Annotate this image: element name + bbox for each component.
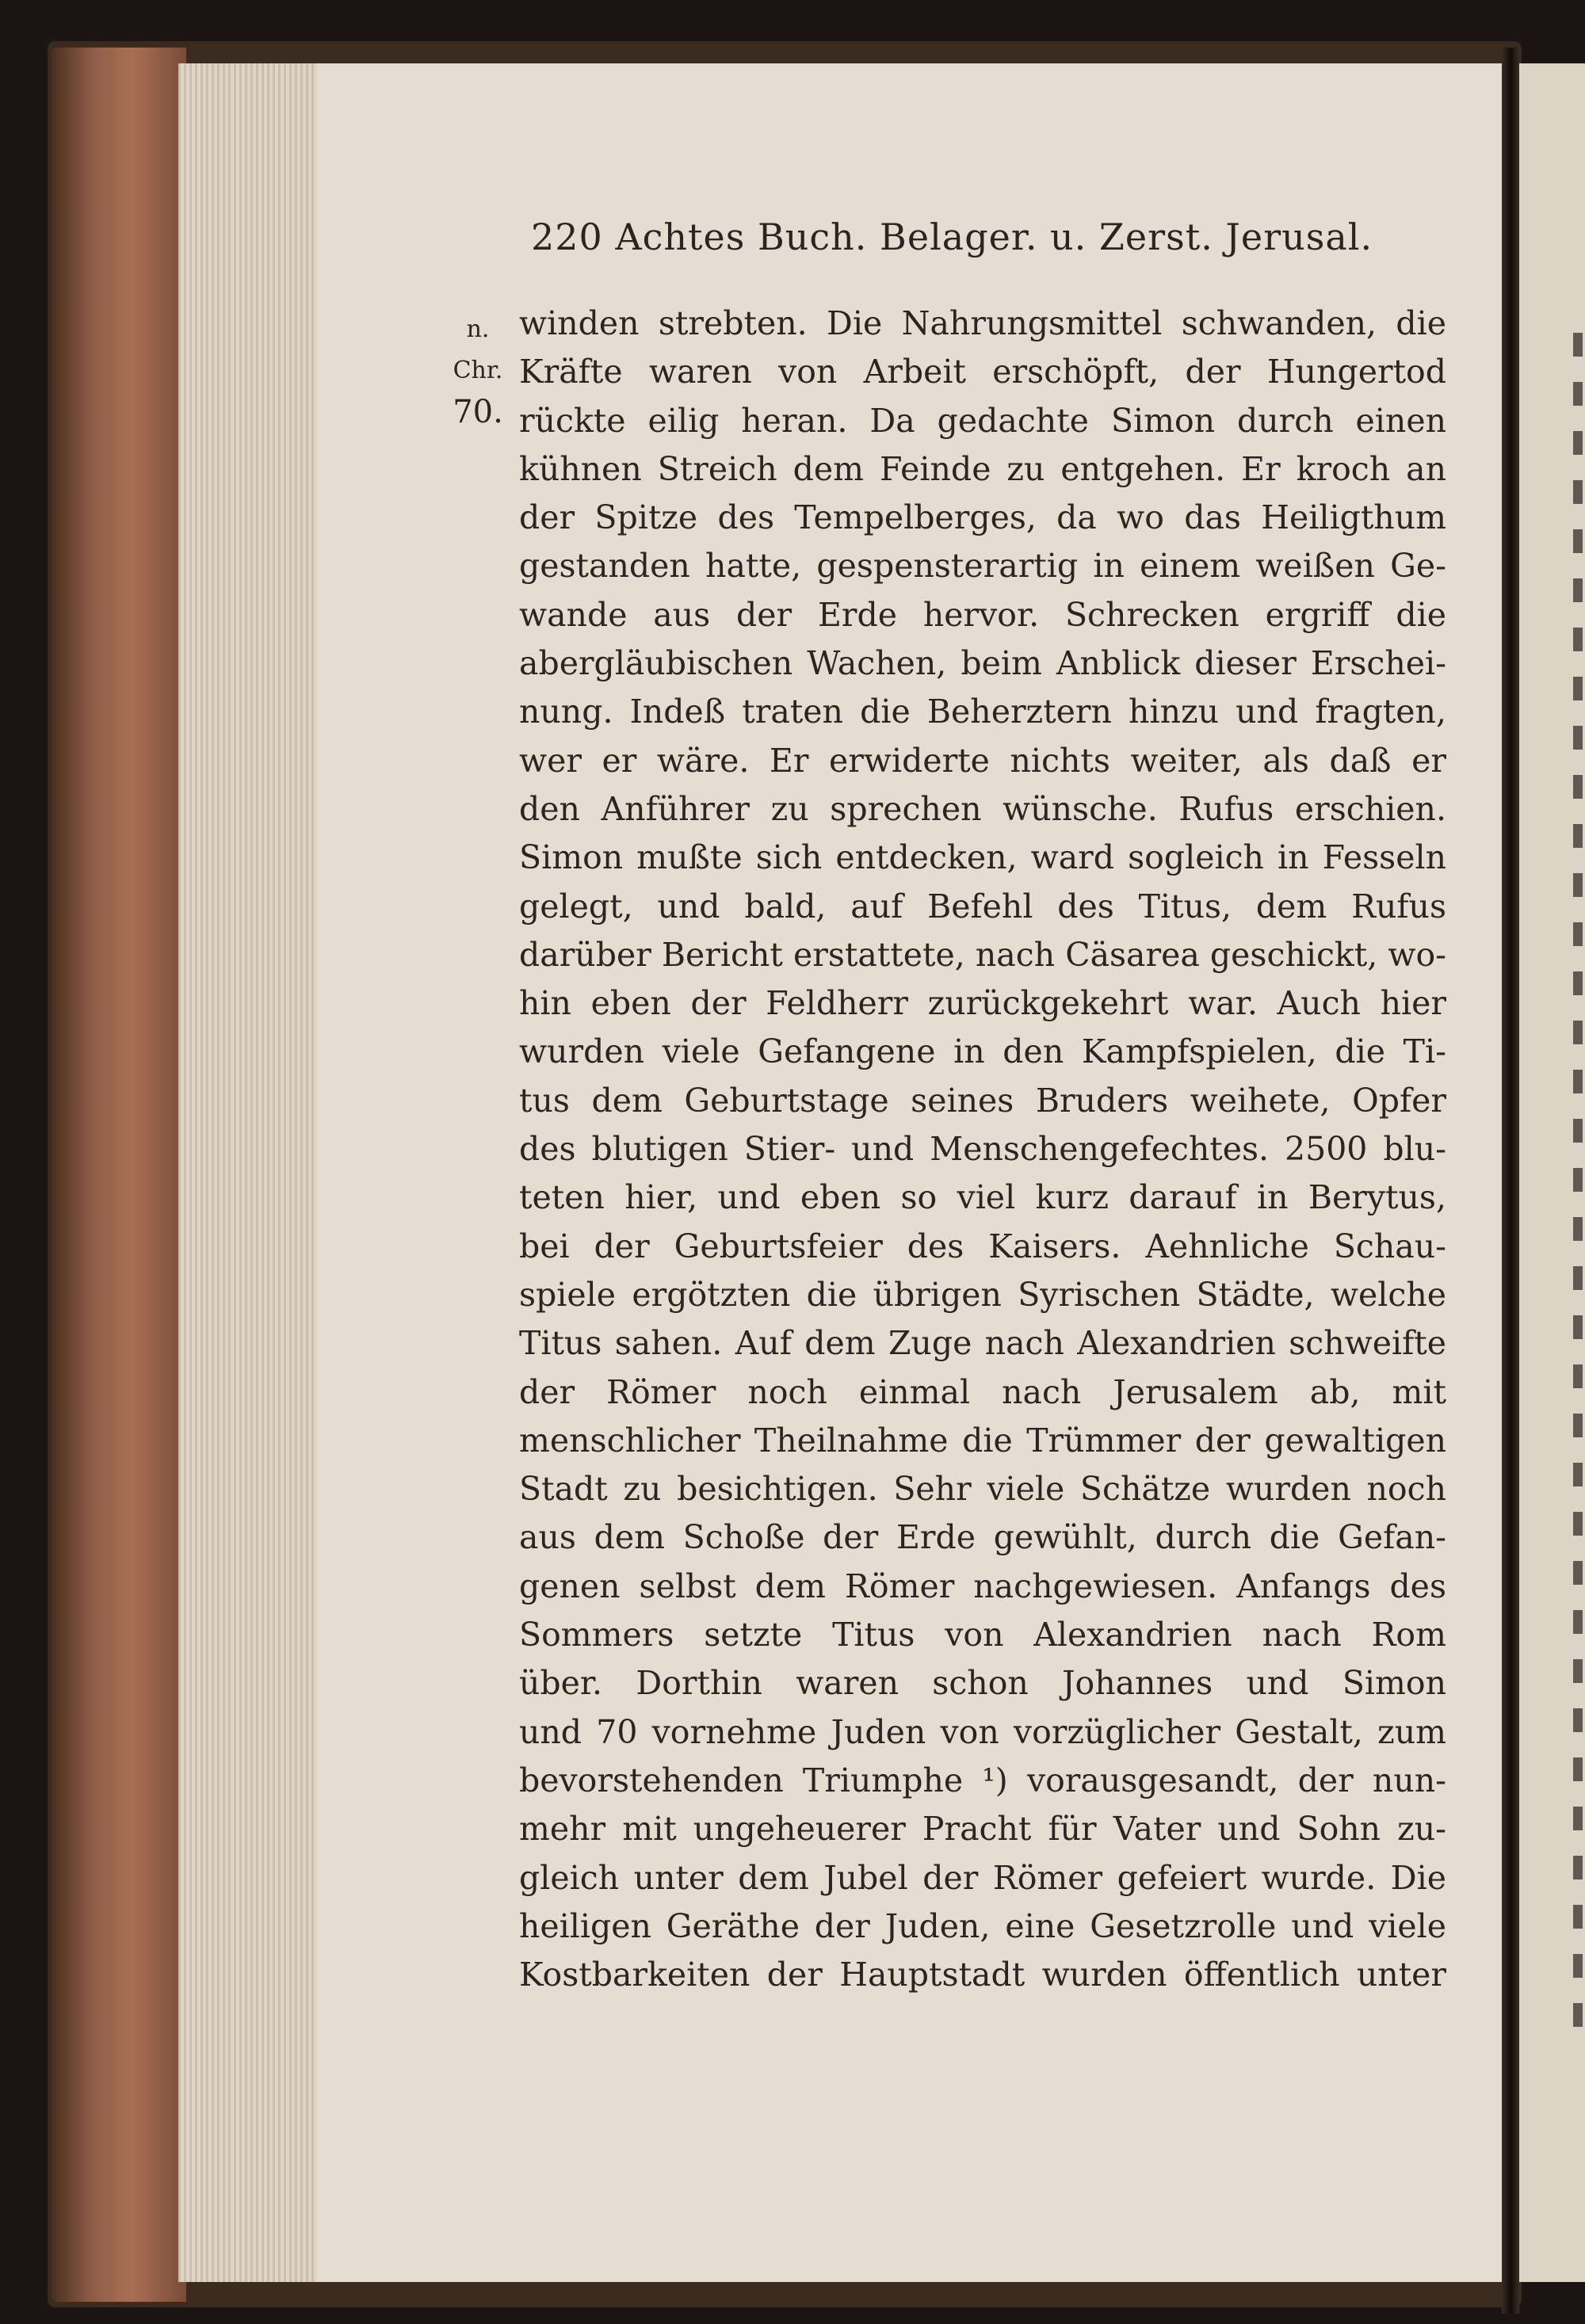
text-line: darüber Bericht erstattete, nach Cäsarea geschickt, wo- xyxy=(519,935,1446,974)
text-line: Sommers setzte Titus von Alexandrien nach Rom xyxy=(519,1616,1446,1654)
margin-year: 70. xyxy=(453,394,503,430)
margin-note xyxy=(442,309,514,433)
page-edges xyxy=(178,63,317,2282)
text-line: rückte eilig heran. Da gedachte Simon durch einen xyxy=(519,401,1446,440)
body-text xyxy=(519,300,1446,1999)
text-line: kühnen Streich dem Feinde zu entgehen. Er kroch an xyxy=(519,449,1446,488)
text-line: wande aus der Erde hervor. Schrecken ergriff die xyxy=(519,595,1446,634)
text-line: aus dem Schoße der Erde gewühlt, durch die Gefan- xyxy=(519,1518,1446,1557)
text-line: Stadt zu besichtigen. Sehr viele Schätze wurden noch xyxy=(519,1470,1446,1509)
text-line: nung. Indeß traten die Beherztern hinzu und fragten, xyxy=(519,693,1446,731)
text-line: Simon mußte sich entdecken, ward sogleich in Fesseln xyxy=(519,838,1446,877)
text-line: Kräfte waren von Arbeit erschöpft, der Hungertod xyxy=(519,353,1446,391)
book-spine-edge xyxy=(52,48,186,2302)
facing-page-text-edge xyxy=(1573,333,1583,2044)
text-line: spiele ergötzten die übrigen Syrischen Städte, welche xyxy=(519,1275,1446,1314)
text-line: Kostbarkeiten der Hauptstadt wurden öffentlich unter xyxy=(519,1956,1446,1994)
text-line: mehr mit ungeheuerer Pracht für Vater und Sohn zu- xyxy=(519,1810,1446,1849)
text-line: menschlicher Theilnahme die Trümmer der gewaltigen xyxy=(519,1421,1446,1460)
text-line: teten hier, und eben so viel kurz darauf in Berytus, xyxy=(519,1178,1446,1217)
text-line: tus dem Geburtstage seines Bruders weihete, Opfer xyxy=(519,1081,1446,1120)
text-line: abergläubischen Wachen, beim Anblick dieser Erschei- xyxy=(519,644,1446,683)
text-line: gestanden hatte, gespensterartig in einem weißen Ge- xyxy=(519,547,1446,586)
text-line: winden strebten. Die Nahrungsmittel schwanden, die xyxy=(519,304,1446,342)
text-line: Titus sahen. Auf dem Zuge nach Alexandrien schweifte xyxy=(519,1324,1446,1363)
text-line: bei der Geburtsfeier des Kaisers. Aehnliche Schau- xyxy=(519,1227,1446,1265)
text-line: wurden viele Gefangene in den Kampfspielen, die Ti- xyxy=(519,1032,1446,1071)
page-number: 220 xyxy=(531,216,603,258)
text-line: bevorstehenden Triumphe ¹) vorausgesandt, der nun- xyxy=(519,1761,1446,1799)
text-line: und 70 vornehme Juden von vorzüglicher Gestalt, zum xyxy=(519,1712,1446,1751)
text-line: den Anführer zu sprechen wünsche. Rufus erschien. xyxy=(519,789,1446,828)
text-line: wer er wäre. Er erwiderte nichts weiter, als daß er xyxy=(519,741,1446,780)
text-line: gleich unter dem Jubel der Römer gefeiert wurde. Die xyxy=(519,1858,1446,1897)
book-gutter xyxy=(1502,48,1519,2314)
text-line: über. Dorthin waren schon Johannes und Simon xyxy=(519,1664,1446,1703)
text-line: der Römer noch einmal nach Jerusalem ab, mit xyxy=(519,1372,1446,1411)
text-line: heiligen Geräthe der Juden, eine Gesetzrolle und viele xyxy=(519,1906,1446,1945)
text-line: des blutigen Stier- und Menschengefechtes. 2500 blu- xyxy=(519,1130,1446,1169)
running-header xyxy=(531,216,1379,258)
text-line: der Spitze des Tempelberges, da wo das Heiligthum xyxy=(519,498,1446,537)
running-title: Achtes Buch. Belager. u. Zerst. Jerusal. xyxy=(615,216,1373,258)
text-line: gelegt, und bald, auf Befehl des Titus, dem Rufus xyxy=(519,887,1446,925)
text-line: hin eben der Feldherr zurückgekehrt war. Auch hier xyxy=(519,984,1446,1023)
margin-era: n. Chr. xyxy=(453,315,503,384)
text-line: genen selbst dem Römer nachgewiesen. Anfangs des xyxy=(519,1567,1446,1605)
